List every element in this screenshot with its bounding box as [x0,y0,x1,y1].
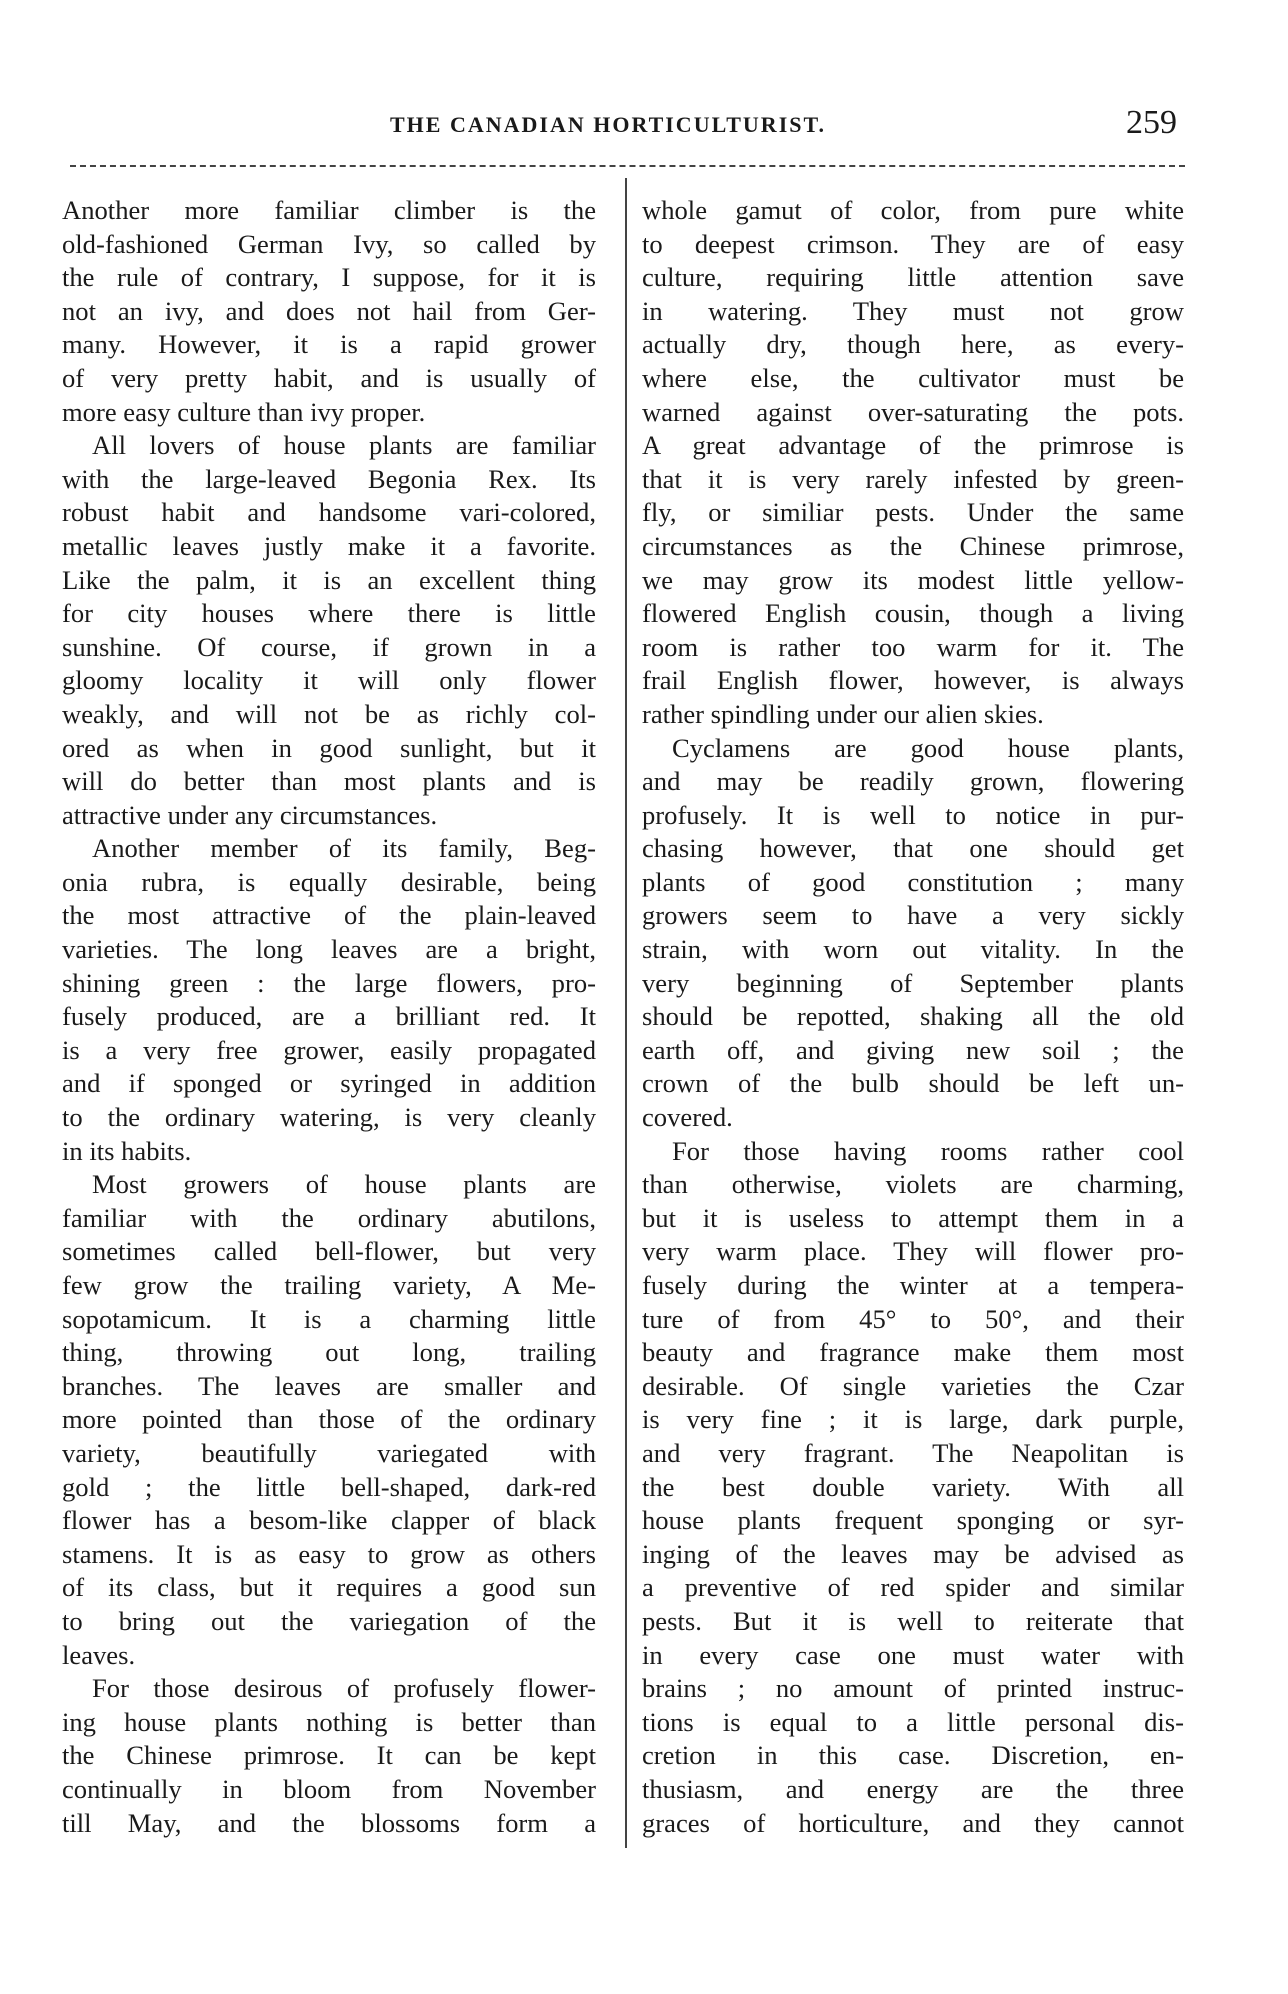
text-line: sunshine. Of course, if grown in a [62,631,596,662]
text-line: desirable. Of single varieties the Czar [642,1370,1184,1401]
text-line: metallic leaves justly make it a favorite. [62,530,596,561]
text-line: sometimes called bell-flower, but very [62,1236,596,1267]
text-line: covered. [642,1102,733,1133]
text-line: rather spindling under our alien skies. [642,698,1044,729]
text-line: we may grow its modest little yellow- [642,564,1184,595]
text-line: few grow the trailing variety, A Me- [62,1270,596,1300]
text-line: fusely produced, are a brilliant red. It [62,1001,596,1032]
text-line: cretion in this case. Discretion, en- [642,1740,1184,1771]
text-line: in its habits. [62,1135,192,1166]
text-line: beauty and fragrance make them most [642,1337,1184,1368]
text-line: fly, or similiar pests. Under the same [642,497,1184,528]
text-line: than otherwise, violets are charming, [642,1169,1184,1200]
text-line: stamens. It is as easy to grow as others [62,1538,596,1569]
paragraph-violets [642,1135,1184,1840]
paragraph-german-ivy [62,194,596,429]
text-line: many. However, it is a rapid grower [62,329,596,360]
text-line: to the ordinary watering, is very cleanly [62,1102,596,1133]
text-line: warned against over-saturating the pots. [642,396,1184,427]
page-header [0,104,1288,152]
text-line: the most attractive of the plain-leaved [62,900,596,931]
text-line: graces of horticulture, and they cannot [642,1807,1184,1838]
text-line: whole gamut of color, from pure white [642,195,1184,225]
text-line: and may be readily grown, flowering [642,766,1184,797]
text-line: old-fashioned German Ivy, so called by [62,228,596,259]
text-line: Like the palm, it is an excellent thing [62,564,596,595]
text-line: is a very free grower, easily propagated [62,1034,596,1065]
text-line: inging of the leaves may be advised as [642,1538,1184,1569]
text-line: a preventive of red spider and similar [642,1572,1184,1603]
text-line: for city houses where there is little [62,598,596,629]
text-line: thing, throwing out long, trailing [62,1337,596,1368]
text-line: should be repotted, shaking all the old [642,1001,1184,1032]
text-line: For those having rooms rather cool [672,1135,1184,1166]
text-line: of very pretty habit, and is usually of [62,362,596,393]
text-line: the rule of contrary, I suppose, for it is [62,262,596,293]
text-line: branches. The leaves are smaller and [62,1370,596,1401]
paragraph-chinese-primrose [62,1672,596,1840]
text-line: ored as when in good sunlight, but it [62,732,596,763]
text-line: flowered English cousin, though a living [642,598,1184,629]
text-line: till May, and the blossoms form a [62,1807,596,1838]
text-line: gold ; the little bell-shaped, dark-red [62,1471,596,1502]
text-line: pests. But it is well to reiterate that [642,1605,1184,1636]
text-line: strain, with worn out vitality. In the [642,934,1184,965]
text-line: continually in bloom from November [62,1773,596,1804]
text-line: more easy culture than ivy proper. [62,396,426,427]
text-line: but it is useless to attempt them in a [642,1202,1184,1233]
text-line: Most growers of house plants are [92,1169,596,1200]
text-line: growers seem to have a very sickly [642,900,1184,931]
text-line: crown of the bulb should be left un- [642,1068,1184,1099]
text-line: tions is equal to a little personal dis- [642,1706,1184,1737]
text-line: fusely during the winter at a tempera- [642,1270,1184,1300]
text-line: very warm place. They will flower pro- [642,1236,1184,1267]
text-line: the Chinese primrose. It can be kept [62,1740,596,1771]
text-line: ing house plants nothing is better than [62,1706,596,1737]
text-line: variety, beautifully variegated with [62,1437,596,1468]
text-line: thusiasm, and energy are the three [642,1773,1184,1804]
text-line: the best double variety. With all [642,1471,1184,1502]
text-line: shining green : the large flowers, pro- [62,967,596,998]
text-line: For those desirous of profusely flower- [92,1673,596,1704]
text-line: chasing however, that one should get [642,833,1184,864]
paragraph-cyclamens [642,732,1184,1135]
text-line: to bring out the variegation of the [62,1605,596,1636]
text-line: to deepest crimson. They are of easy [642,228,1184,259]
text-line: and if sponged or syringed in addition [62,1068,596,1099]
text-line: very beginning of September plants [642,967,1184,998]
left-column [62,194,596,1840]
text-line: varieties. The long leaves are a bright, [62,934,596,965]
text-line: earth off, and giving new soil ; the [642,1034,1184,1065]
text-line: more pointed than those of the ordinary [62,1404,596,1435]
text-line: will do better than most plants and is [62,766,596,797]
text-line: is very fine ; it is large, dark purple, [642,1404,1184,1435]
text-line: room is rather too warm for it. The [642,631,1184,662]
text-line: circumstances as the Chinese primrose, [642,530,1184,561]
text-line: plants of good constitution ; many [642,866,1184,897]
page-number: 259 [1126,104,1177,141]
text-line: gloomy locality it will only flower [62,665,596,696]
text-line: flower has a besom-like clapper of black [62,1505,596,1536]
text-line: weakly, and will not be as richly col- [62,698,596,729]
text-line: attractive under any circumstances. [62,799,438,830]
text-line: profusely. It is well to notice in pur- [642,799,1184,830]
text-line: Another member of its family, Beg- [92,833,596,864]
text-line: and very fragrant. The Neapolitan is [642,1437,1184,1468]
text-line: All lovers of house plants are familiar [92,430,596,461]
text-line: frail English flower, however, is always [642,665,1184,696]
text-line: robust habit and handsome vari-colored, [62,497,596,528]
text-line: brains ; no amount of printed instruc- [642,1673,1184,1704]
text-line: A great advantage of the primrose is [642,430,1184,461]
header-rule [70,165,1185,167]
text-line: of its class, but it requires a good sun [62,1572,596,1603]
text-line: onia rubra, is equally desirable, being [62,866,596,897]
text-line: familiar with the ordinary abutilons, [62,1202,596,1233]
text-line: ture of from 45° to 50°, and their [642,1303,1184,1334]
paragraph-abutilons [62,1168,596,1672]
text-line: actually dry, though here, as every- [642,329,1184,360]
text-line: with the large-leaved Begonia Rex. Its [62,463,596,494]
paragraph-primrose-continued [642,194,1184,732]
text-line: leaves. [62,1639,136,1670]
text-line: house plants frequent sponging or syr- [642,1505,1184,1536]
right-column [642,194,1184,1840]
text-line: in every case one must water with [642,1639,1184,1670]
paragraph-begonia-rex [62,429,596,832]
paragraph-begonia-rubra [62,832,596,1168]
text-line: Another more familiar climber is the [62,195,596,225]
running-title: THE CANADIAN HORTICULTURIST. [390,112,827,137]
text-line: that it is very rarely infested by green- [642,463,1184,494]
text-line: where else, the cultivator must be [642,362,1184,393]
text-line: culture, requiring little attention save [642,262,1184,293]
text-line: not an ivy, and does not hail from Ger- [62,295,596,326]
column-divider [625,178,627,1848]
text-line: sopotamicum. It is a charming little [62,1303,596,1334]
text-line: in watering. They must not grow [642,295,1184,326]
text-line: Cyclamens are good house plants, [672,732,1184,763]
